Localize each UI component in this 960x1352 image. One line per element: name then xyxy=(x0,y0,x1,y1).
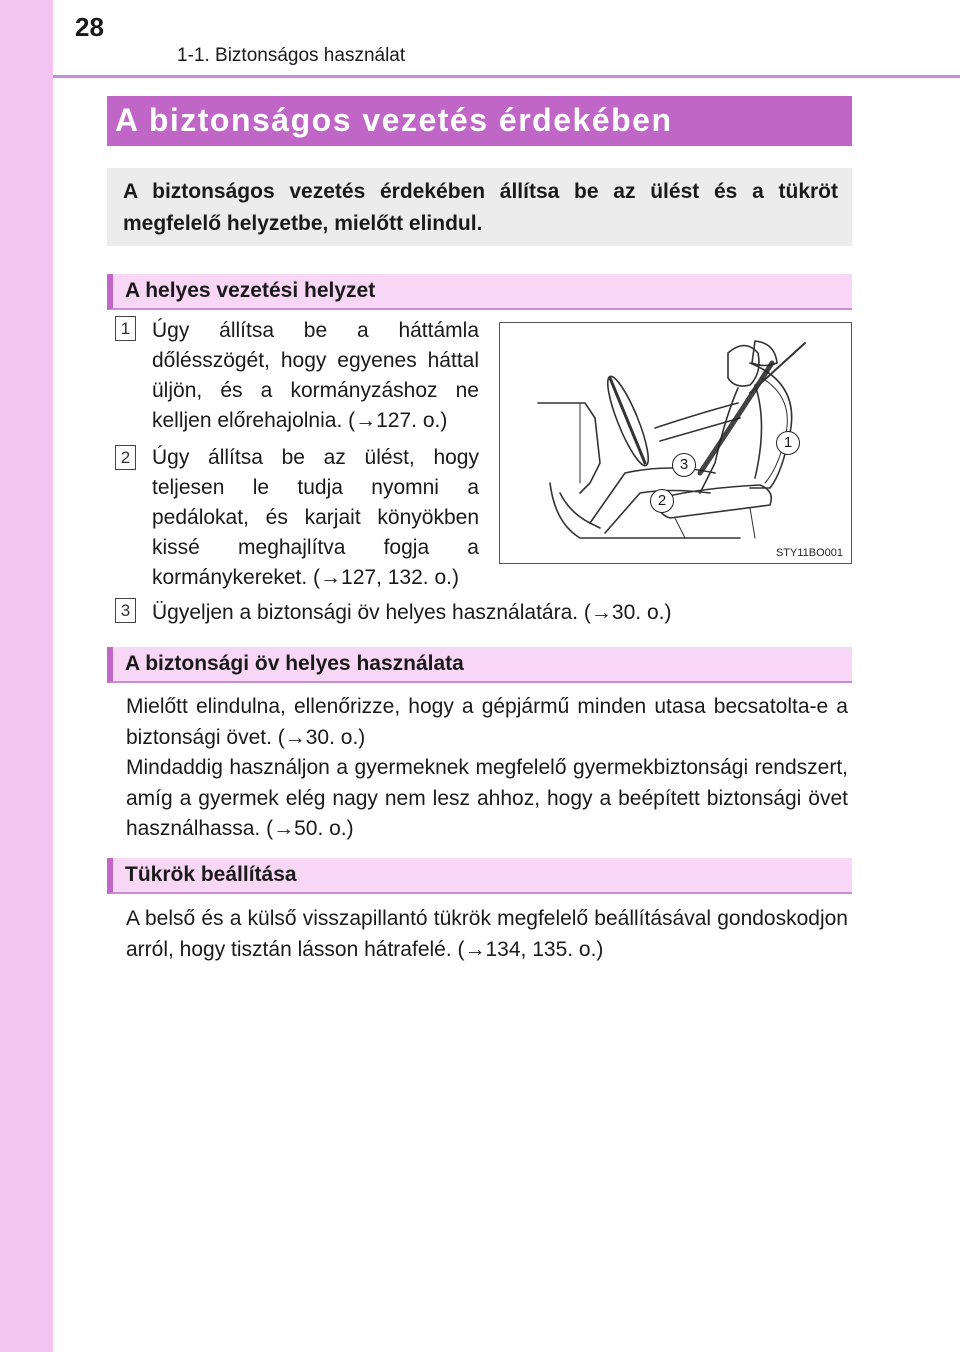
mirrors-paragraph: A belső és a külső visszapillantó tükrök megfelelő beállításával gondoskodjon arról, hogy tisztán lásson hátrafelé. (→134, 135. o.) xyxy=(126,907,848,961)
item-text-3: Ügyeljen a biztonsági öv helyes használatára. (→30. o.) xyxy=(152,601,672,624)
item-number-1: 1 xyxy=(115,316,136,341)
figure-callout-2: 2 xyxy=(650,489,674,513)
page-title: A biztonságos vezetés érdekében xyxy=(107,96,852,146)
section-heading-driving-position: A helyes vezetési helyzet xyxy=(107,274,852,310)
figure-callout-3: 3 xyxy=(672,453,696,477)
section-heading-mirrors: Tükrök beállítása xyxy=(107,858,852,894)
header-divider xyxy=(53,75,960,78)
figure-code: STY11BO001 xyxy=(775,547,843,559)
page-number: 28 xyxy=(75,12,104,42)
item-text-2: Úgy állítsa be az ülést, hogy teljesen le tudja nyomni a pedálokat, és karjait könyökben kissé meghajlítva fogja a kormánykereket. (→127, 132. o.) xyxy=(152,446,479,589)
seatbelt-paragraph-1: Mielőtt elindulna, ellenőrizze, hogy a gépjármű minden utasa becsatolta-e a biztonsági övet. (→30. o.) xyxy=(126,695,848,749)
chapter-title: 1-1. Biztonságos használat xyxy=(177,45,406,66)
item-text-1: Úgy állítsa be a háttámla dőlésszögét, hogy egyenes háttal üljön, és a kormányzáshoz ne kelljen előrehajolnia. (→127. o.) xyxy=(152,319,479,432)
seatbelt-paragraph-2: Mindaddig használjon a gyermeknek megfelelő gyermekbiztonsági rendszert, amíg a gyermek elég nagy nem lesz ahhoz, hogy a beépített biztonsági övet használhassa. (→50. o.) xyxy=(126,756,848,840)
item-number-2: 2 xyxy=(115,445,136,470)
intro-box xyxy=(107,168,852,246)
intro-text: A biztonságos vezetés érdekében állítsa be az ülést és a tükröt megfelelő helyzetbe, mielőtt elindul. xyxy=(123,180,838,235)
section-heading-seatbelt: A biztonsági öv helyes használata xyxy=(107,647,852,683)
figure-callout-1: 1 xyxy=(776,431,800,455)
item-number-3: 3 xyxy=(115,598,136,623)
driving-position-figure xyxy=(499,322,852,564)
side-tab-strip xyxy=(0,0,53,1352)
